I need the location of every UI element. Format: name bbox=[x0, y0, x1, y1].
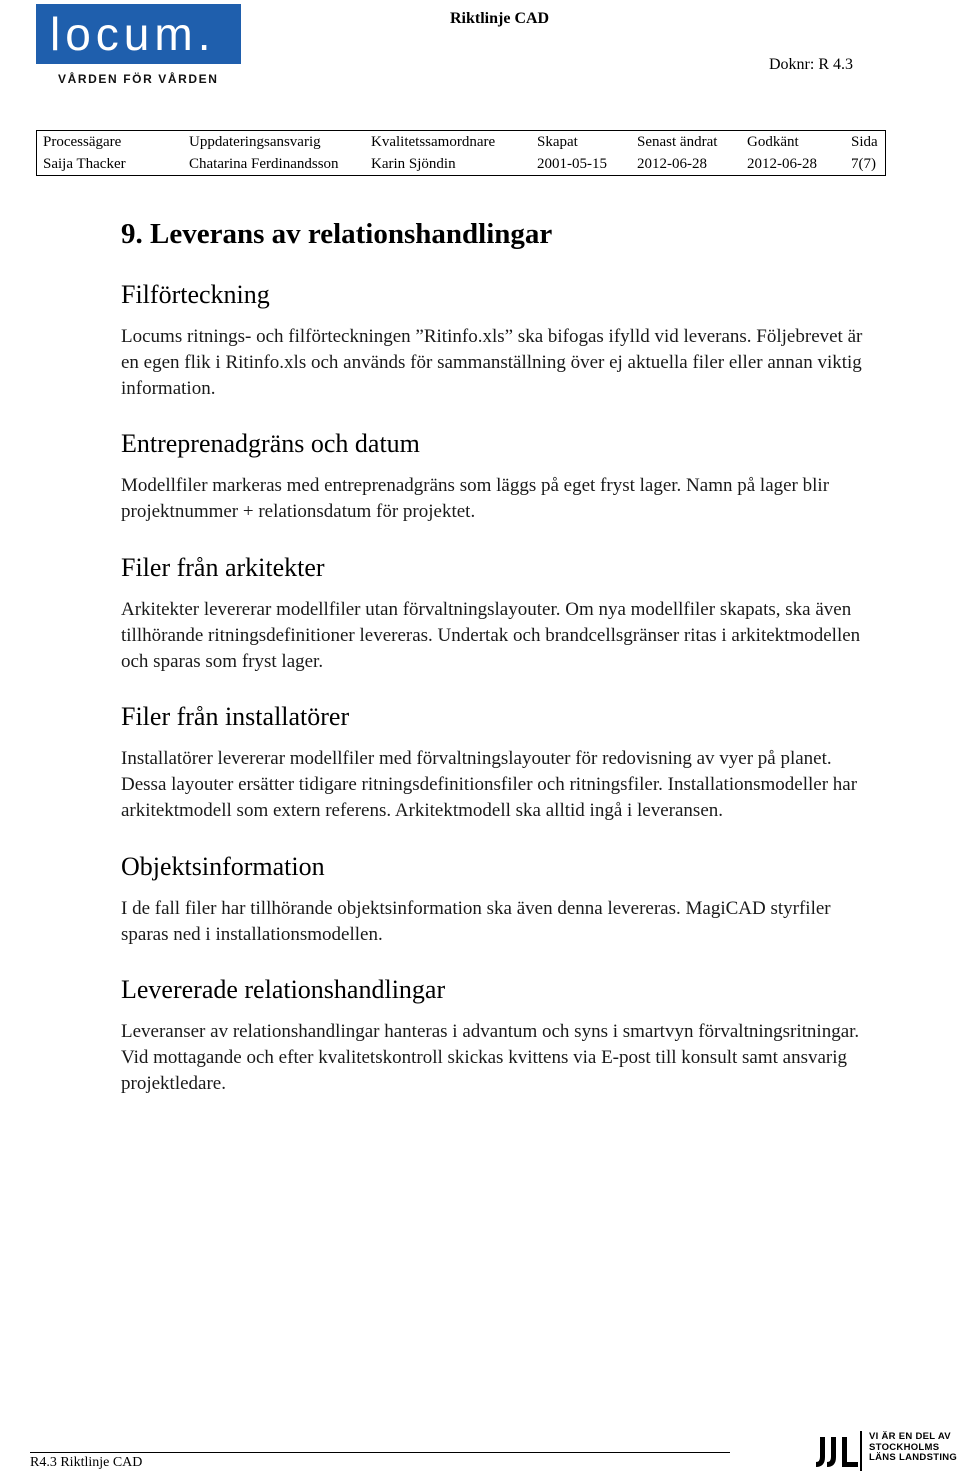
footer-divider bbox=[30, 1452, 730, 1453]
section-paragraph: Installatörer levererar modellfiler med förvaltningslayouter för redovisning av vyer på planet. Dessa layouter ersätter tidigare ritningsdefinitionsfiler och ritningsfiler. Installationsmodeller har arkitektmodell som extern referens. Arkitektmodell ska alltid ingå i leveransen. bbox=[121, 748, 858, 821]
metadata-value-row bbox=[37, 153, 886, 176]
metadata-label: Senast ändrat bbox=[637, 134, 718, 150]
metadata-value: 2001-05-15 bbox=[537, 156, 607, 172]
metadata-value: 2012-06-28 bbox=[747, 156, 817, 172]
document-title: Riktlinje CAD bbox=[450, 10, 550, 27]
section-heading-relationshandlingar: Levererade relationshandlingar bbox=[121, 975, 446, 1005]
document-number: Doknr: R 4.3 bbox=[769, 56, 853, 73]
metadata-value: Karin Sjöndin bbox=[371, 156, 456, 172]
document-metadata-table bbox=[36, 130, 886, 176]
landsting-mark-icon bbox=[812, 1431, 864, 1471]
section-heading-arkitekter: Filer från arkitekter bbox=[121, 552, 325, 582]
section-paragraph: Arkitekter levererar modellfiler utan förvaltningslayouter. Om nya modellfiler skapats, ska även tillhörande ritningsdefinitioner levereras. Undertak och brandcellsgränser ritas i arkitektmodellen och sparas som fryst lager. bbox=[121, 598, 861, 672]
logo-wordmark: locum. bbox=[50, 8, 216, 60]
metadata-label-row bbox=[37, 131, 886, 154]
chapter-title: 9. Leverans av relationshandlingar bbox=[121, 218, 553, 250]
logo-tagline: VÅRDEN FÖR VÅRDEN bbox=[58, 72, 219, 86]
metadata-value: 2012-06-28 bbox=[637, 156, 707, 172]
section-paragraph: I de fall filer har tillhörande objektsinformation ska även denna levereras. MagiCAD styrfiler sparas ned i installationsmodellen. bbox=[121, 897, 831, 945]
footer-logo-divider bbox=[860, 1431, 862, 1471]
locum-logo bbox=[36, 4, 241, 64]
metadata-label: Sida bbox=[851, 134, 878, 150]
org-line: VI ÄR EN DEL AV bbox=[869, 1431, 951, 1442]
metadata-value: Saija Thacker bbox=[43, 156, 126, 172]
landsting-org-text bbox=[869, 1432, 957, 1464]
metadata-value: 7(7) bbox=[851, 156, 876, 172]
section-heading-filforteckning: Filförteckning bbox=[121, 280, 270, 309]
section-paragraph: Locums ritnings- och filförteckningen ”Ritinfo.xls” ska bifogas ifylld vid leverans. Följebrevet är en egen flik i Ritinfo.xls och används för sammanställning över ej aktuella filer eller annan viktig information. bbox=[121, 326, 863, 399]
org-line: STOCKHOLMS bbox=[869, 1441, 940, 1453]
document-body bbox=[121, 212, 881, 1123]
section-paragraph: Modellfiler markeras med entreprenadgräns som läggs på eget fryst lager. Namn på lager blir projektnummer + relationsdatum för projektet. bbox=[121, 475, 830, 523]
section-heading-entreprenadgrans: Entreprenadgräns och datum bbox=[121, 429, 420, 459]
section-paragraph: Leveranser av relationshandlingar hanteras i advantum och syns i smartvyn förvaltningsritningar. Vid mottagande och efter kvalitetskontroll skickas kvittens via E-post till konsult samt ansvarig projektledare. bbox=[121, 1021, 860, 1094]
metadata-label: Uppdateringsansvarig bbox=[189, 134, 321, 150]
metadata-label: Processägare bbox=[43, 134, 122, 150]
metadata-label: Godkänt bbox=[747, 134, 799, 150]
section-heading-objektsinformation: Objektsinformation bbox=[121, 851, 325, 881]
metadata-label: Skapat bbox=[537, 134, 578, 150]
metadata-label: Kvalitetssamordnare bbox=[371, 134, 496, 150]
org-line: LÄNS LANDSTING bbox=[869, 1452, 958, 1463]
metadata-value: Chatarina Ferdinandsson bbox=[189, 156, 339, 172]
footer-doc-reference: R4.3 Riktlinje CAD bbox=[30, 1455, 143, 1470]
section-heading-installatorer: Filer från installatörer bbox=[121, 702, 350, 732]
